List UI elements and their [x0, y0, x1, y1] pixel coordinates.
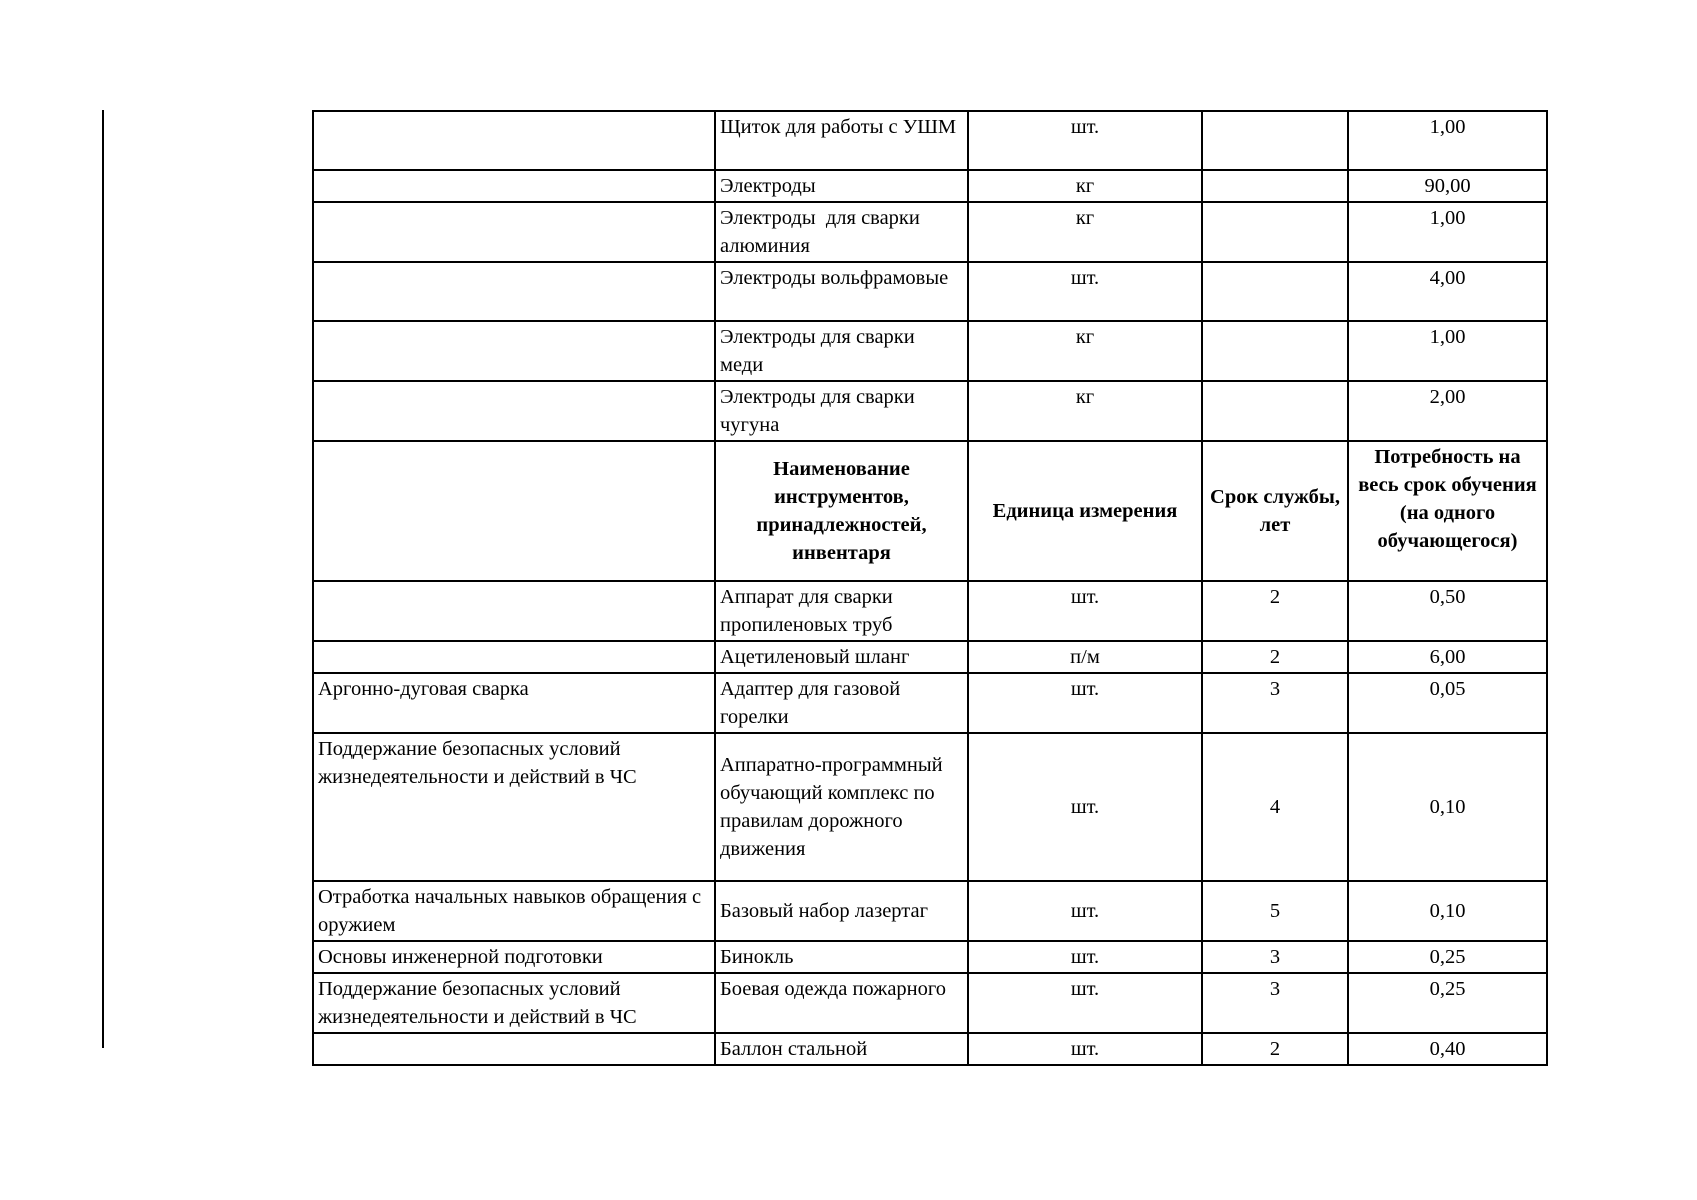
section-cell	[313, 641, 715, 673]
item-name-cell: Электроды для сварки меди	[715, 321, 968, 381]
service-life-cell	[1202, 111, 1348, 170]
table-row	[313, 321, 1547, 381]
item-name-cell: Баллон стальной	[715, 1033, 968, 1065]
table-row	[313, 941, 1547, 973]
service-life-cell: 2	[1202, 1033, 1348, 1065]
quantity-cell: 0,50	[1348, 581, 1547, 641]
unit-cell: шт.	[968, 733, 1202, 881]
quantity-cell: 90,00	[1348, 170, 1547, 202]
item-name-cell: Бинокль	[715, 941, 968, 973]
unit-cell: шт.	[968, 111, 1202, 170]
service-life-cell: 2	[1202, 641, 1348, 673]
section-cell	[313, 262, 715, 321]
section-cell: Поддержание безопасных условий жизнедеятельности и действий в ЧС	[313, 733, 715, 881]
section-cell	[313, 381, 715, 441]
service-life-cell	[1202, 381, 1348, 441]
section-cell	[313, 111, 715, 170]
service-life-cell	[1202, 170, 1348, 202]
service-life-cell: 3	[1202, 973, 1348, 1033]
table-row	[313, 170, 1547, 202]
service-life-cell	[1202, 321, 1348, 381]
table-row	[313, 202, 1547, 262]
item-name-cell: Адаптер для газовой горелки	[715, 673, 968, 733]
table-row	[313, 581, 1547, 641]
table-row	[313, 733, 1547, 881]
unit-cell: шт.	[968, 673, 1202, 733]
quantity-cell: 1,00	[1348, 321, 1547, 381]
table-row	[313, 641, 1547, 673]
quantity-cell: 0,40	[1348, 1033, 1547, 1065]
item-name-cell: Электроды для сварки алюминия	[715, 202, 968, 262]
item-name-cell: Щиток для работы с УШМ	[715, 111, 968, 170]
quantity-cell: 0,10	[1348, 733, 1547, 881]
item-name-cell: Базовый набор лазертаг	[715, 881, 968, 941]
unit-cell: п/м	[968, 641, 1202, 673]
table-row	[313, 973, 1547, 1033]
service-life-cell: 4	[1202, 733, 1348, 881]
item-name-cell: Электроды для сварки чугуна	[715, 381, 968, 441]
item-name-cell: Электроды	[715, 170, 968, 202]
unit-cell: кг	[968, 321, 1202, 381]
section-cell: Аргонно-дуговая сварка	[313, 673, 715, 733]
table-row	[313, 881, 1547, 941]
section-cell	[313, 321, 715, 381]
table-row	[313, 111, 1547, 170]
service-life-cell: 3	[1202, 673, 1348, 733]
header-section-cell	[313, 441, 715, 581]
unit-cell: кг	[968, 170, 1202, 202]
header-quantity: Потребность на весь срок обучения (на одного обучающегося)	[1348, 441, 1547, 581]
item-name-cell: Электроды вольфрамовые	[715, 262, 968, 321]
item-name-cell: Боевая одежда пожарного	[715, 973, 968, 1033]
header-name: Наименование инструментов, принадлежностей, инвентаря	[715, 441, 968, 581]
unit-cell: кг	[968, 202, 1202, 262]
unit-cell: кг	[968, 381, 1202, 441]
service-life-cell: 3	[1202, 941, 1348, 973]
unit-cell: шт.	[968, 941, 1202, 973]
section-cell	[313, 170, 715, 202]
service-life-cell: 5	[1202, 881, 1348, 941]
equipment-table	[312, 110, 1548, 1066]
unit-cell: шт.	[968, 1033, 1202, 1065]
section-cell: Основы инженерной подготовки	[313, 941, 715, 973]
quantity-cell: 1,00	[1348, 202, 1547, 262]
unit-cell: шт.	[968, 973, 1202, 1033]
section-cell: Отработка начальных навыков обращения с оружием	[313, 881, 715, 941]
left-margin-line	[102, 110, 104, 1048]
table-row	[313, 673, 1547, 733]
quantity-cell: 2,00	[1348, 381, 1547, 441]
service-life-cell	[1202, 202, 1348, 262]
item-name-cell: Аппаратно-программный обучающий комплекс по правилам дорожного движения	[715, 733, 968, 881]
quantity-cell: 0,05	[1348, 673, 1547, 733]
quantity-cell: 1,00	[1348, 111, 1547, 170]
quantity-cell: 4,00	[1348, 262, 1547, 321]
quantity-cell: 0,10	[1348, 881, 1547, 941]
service-life-cell: 2	[1202, 581, 1348, 641]
section-cell	[313, 202, 715, 262]
unit-cell: шт.	[968, 581, 1202, 641]
quantity-cell: 6,00	[1348, 641, 1547, 673]
section-cell	[313, 581, 715, 641]
quantity-cell: 0,25	[1348, 973, 1547, 1033]
unit-cell: шт.	[968, 881, 1202, 941]
unit-cell: шт.	[968, 262, 1202, 321]
table-row	[313, 1033, 1547, 1065]
section-cell	[313, 1033, 715, 1065]
section-cell: Поддержание безопасных условий жизнедеятельности и действий в ЧС	[313, 973, 715, 1033]
item-name-cell: Аппарат для сварки пропиленовых труб	[715, 581, 968, 641]
quantity-cell: 0,25	[1348, 941, 1547, 973]
header-service-life: Срок службы, лет	[1202, 441, 1348, 581]
table-header-row	[313, 441, 1547, 581]
item-name-cell: Ацетиленовый шланг	[715, 641, 968, 673]
table-row	[313, 381, 1547, 441]
service-life-cell	[1202, 262, 1348, 321]
table-row	[313, 262, 1547, 321]
header-unit: Единица измерения	[968, 441, 1202, 581]
